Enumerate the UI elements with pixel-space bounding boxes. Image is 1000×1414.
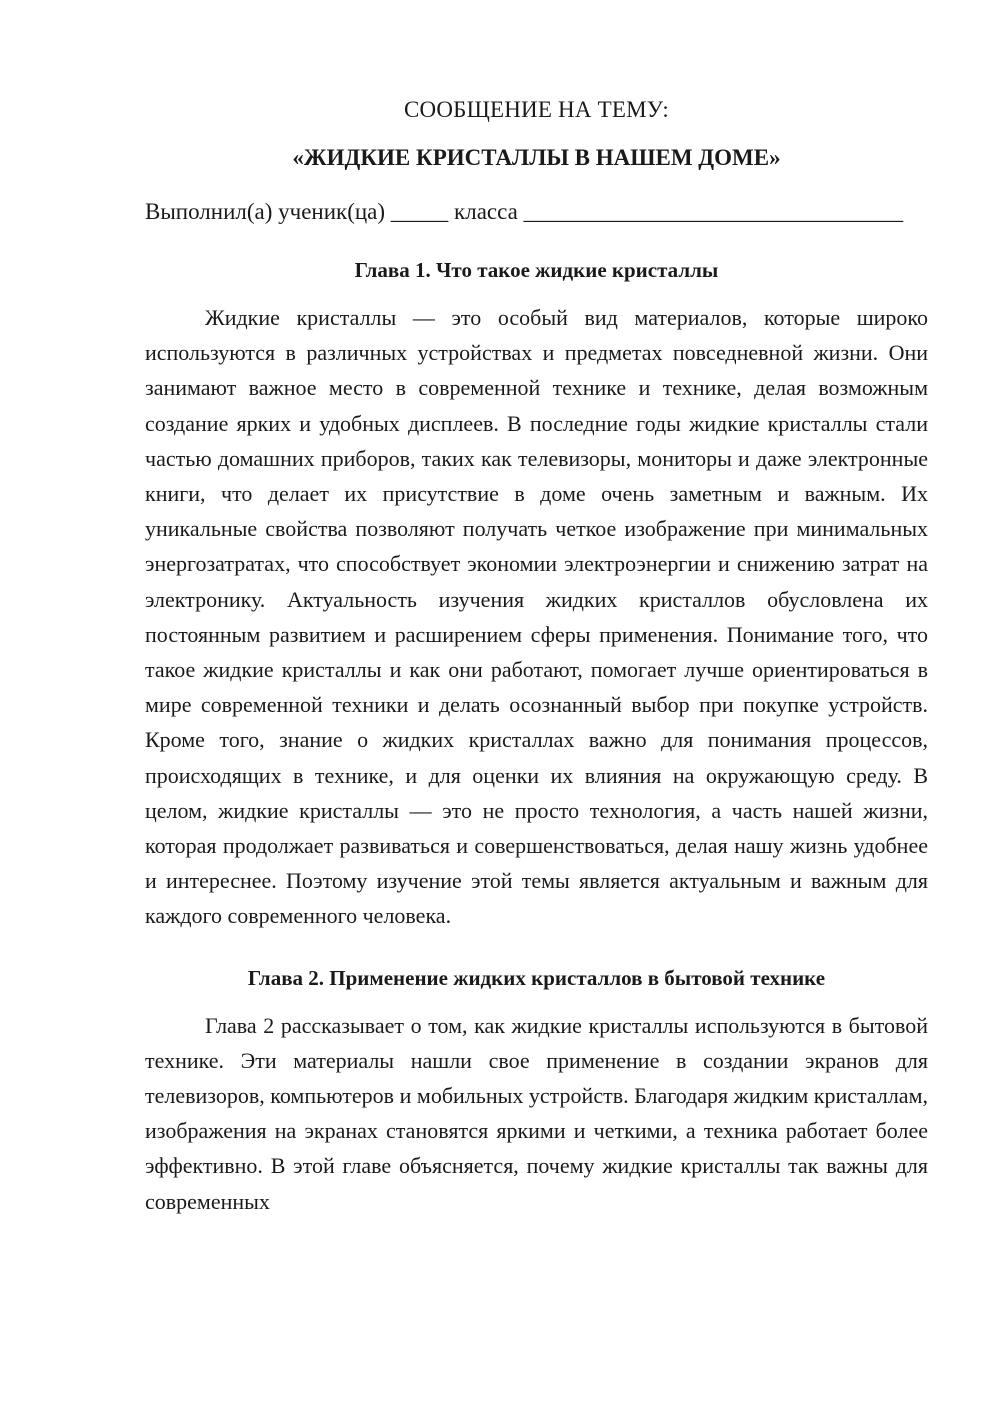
document-page <box>145 92 928 1219</box>
chapter-2-heading: Глава 2. Применение жидких кристаллов в бытовой технике <box>247 965 826 990</box>
author-line: Выполнил(а) ученик(ца) _____ класса _________________________________ <box>145 199 904 224</box>
document-title-line2: «ЖИДКИЕ КРИСТАЛЛЫ В НАШЕМ ДОМЕ» <box>292 145 781 170</box>
chapter-1-paragraph: Жидкие кристаллы — это особый вид материалов, которые широко используются в различных устройствах и предметах повседневной жизни. Они занимают важное место в современной технике и технике, делая возможным создание ярких и удобных дисплеев. В последние годы жидкие кристаллы стали частью домашних приборов, таких как телевизоры, мониторы и даже электронные книги, что делает их присутствие в доме очень заметным и важным. Их уникальные свойства позволяют получать четкое изображение при минимальных энергозатратах, что способствует экономии электроэнергии и снижению затрат на электронику. Актуальность изучения жидких кристаллов обусловлена их постоянным развитием и расширением сферы применения. Понимание того, что такое жидкие кристаллы и как они работают, помогает лучше ориентироваться в мире современной техники и делать осознанный выбор при покупке устройств. Кроме того, знание о жидких кристаллах важно для понимания процессов, происходящих в технике, и для оценки их влияния на окружающую среду. В целом, жидкие кристаллы — это не просто технология, а часть нашей жизни, которая продолжает развиваться и совершенствоваться, делая нашу жизнь удобнее и интереснее. Поэтому изучение этой темы является актуальным и важным для каждого современного человека. <box>145 305 928 929</box>
chapter-1-heading: Глава 1. Что такое жидкие кристаллы <box>354 258 719 282</box>
document-title-line1: СООБЩЕНИЕ НА ТЕМУ: <box>404 97 669 122</box>
chapter-2-paragraph: Глава 2 рассказывает о том, как жидкие кристаллы используются в бытовой технике. Эти материалы нашли свое применение в создании экранов для телевизоров, компьютеров и мобильных устройств. Благодаря жидким кристаллам, изображения на экранах становятся яркими и четкими, а техника работает более эффективно. В этой главе объясняется, почему жидкие кристаллы так важны для современных <box>145 1012 928 1214</box>
